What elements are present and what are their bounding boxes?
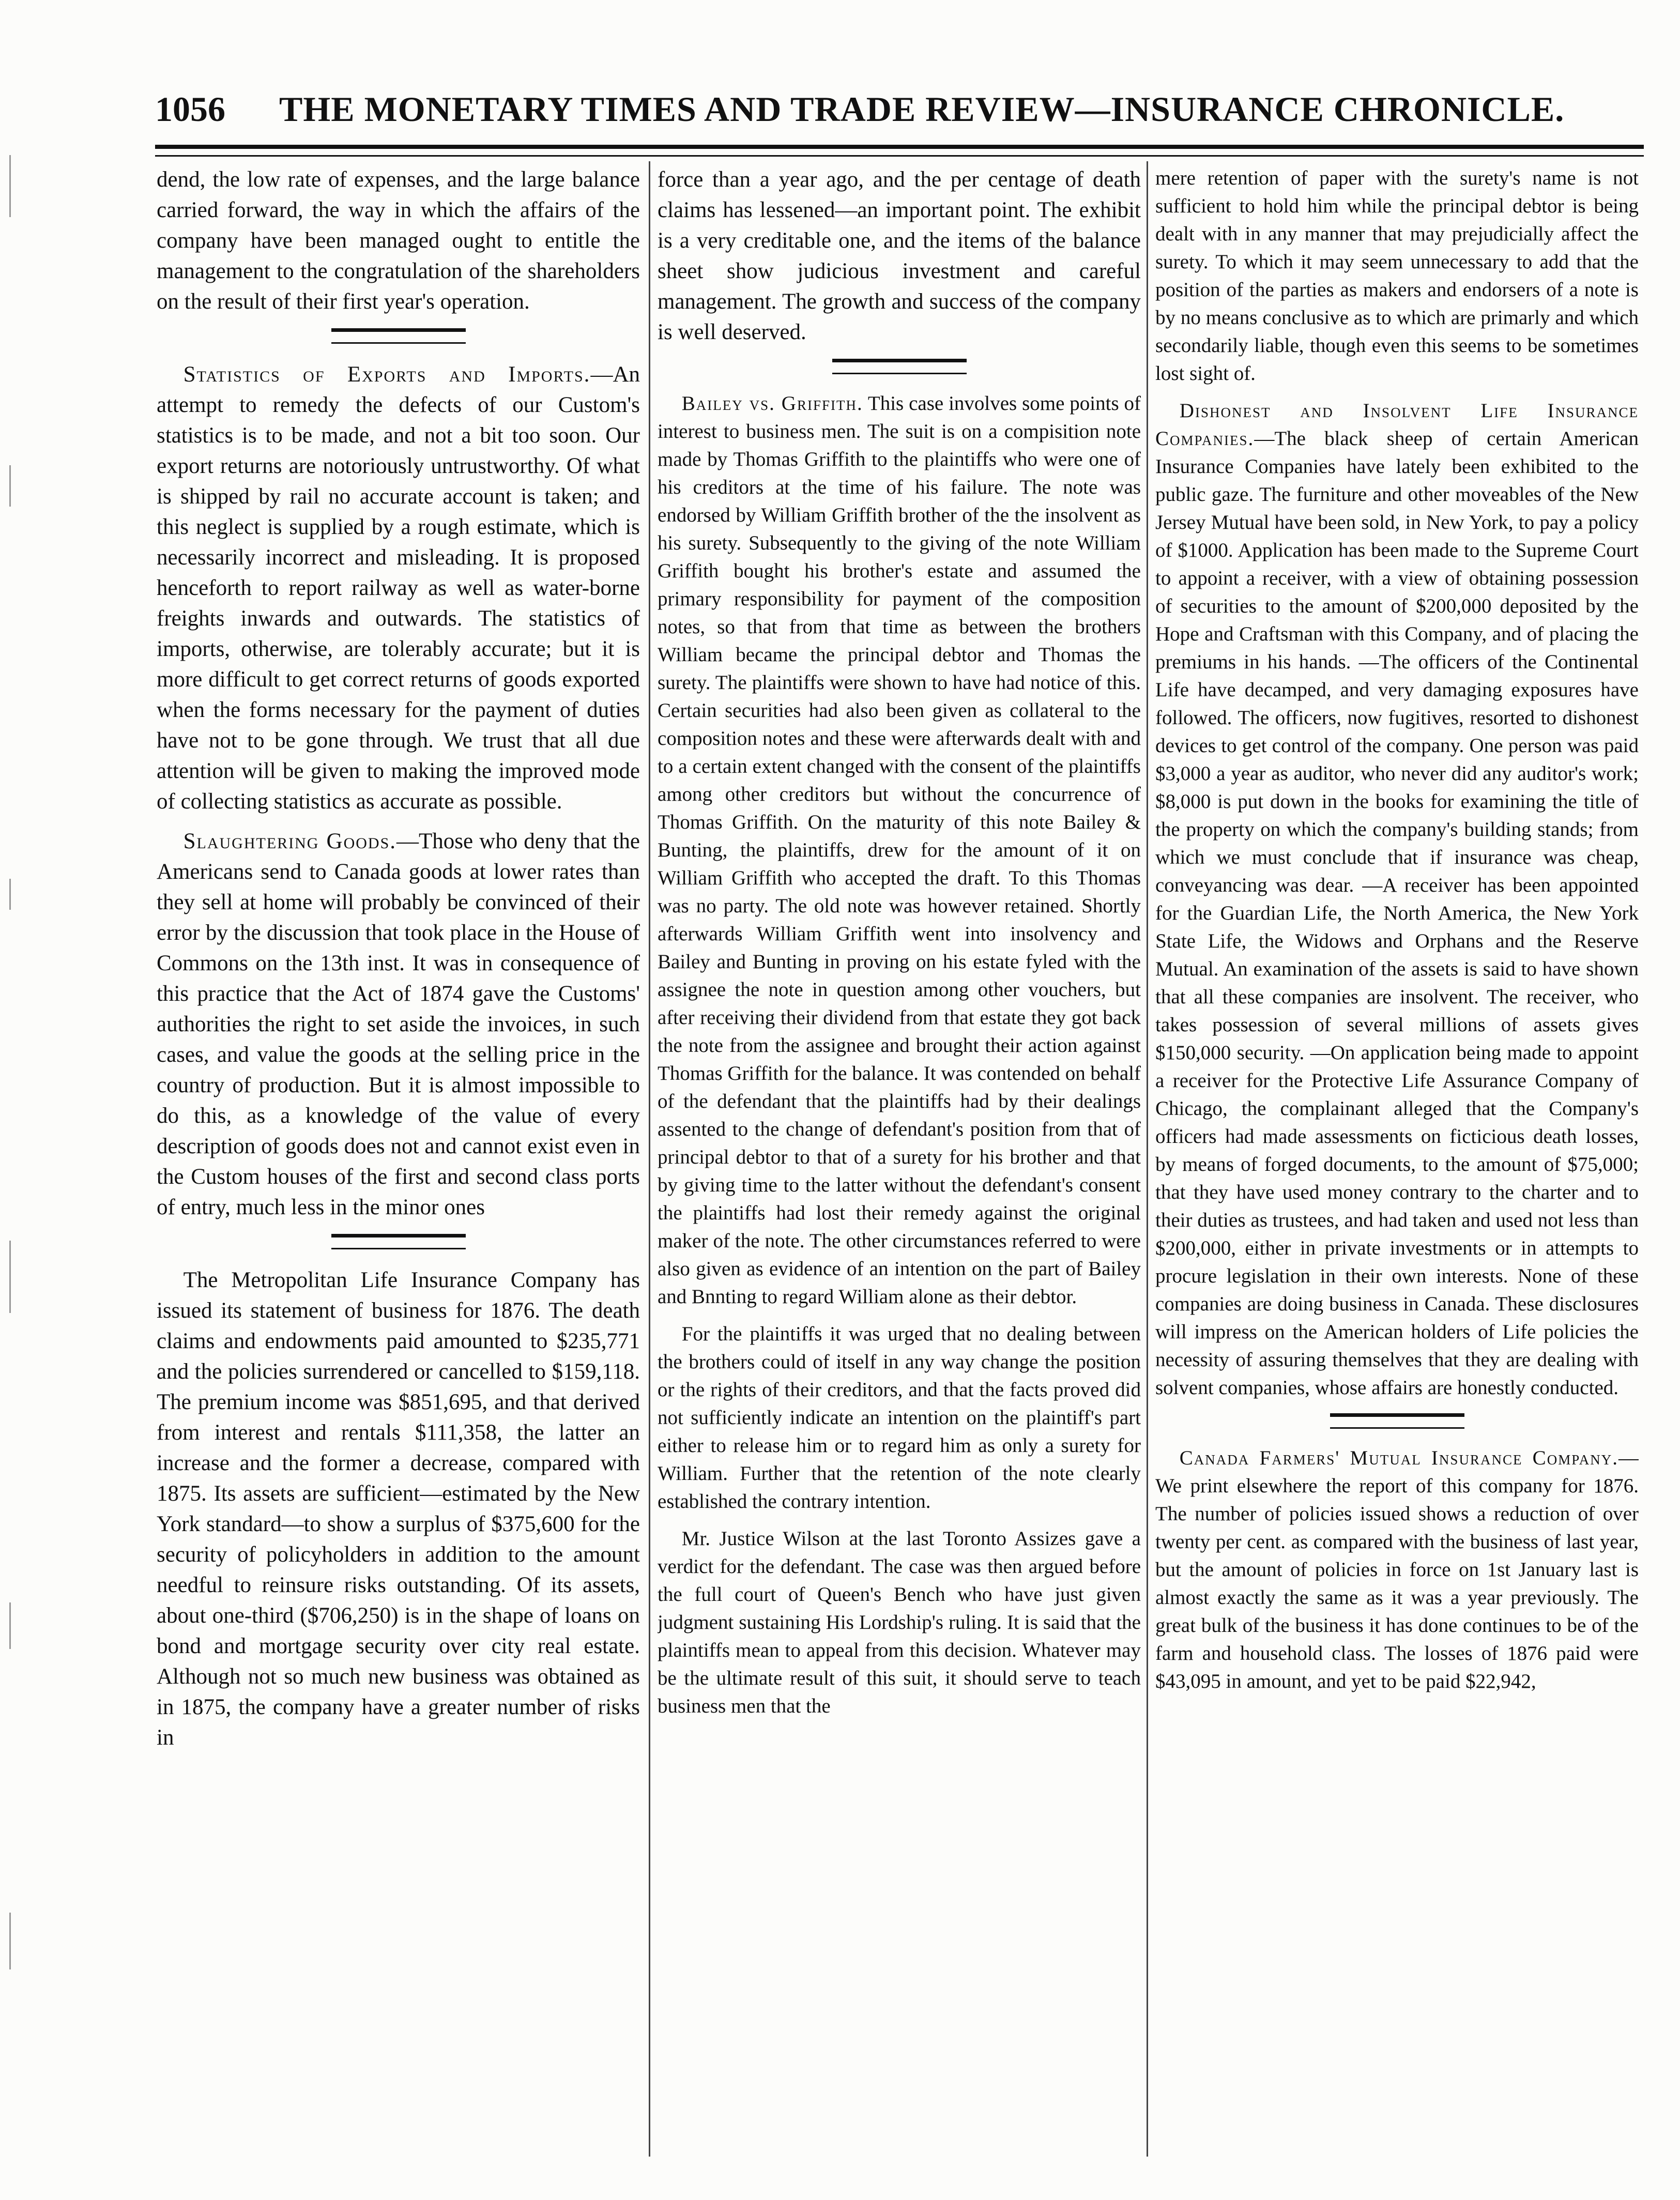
article-paragraph: Mr. Justice Wilson at the last Toronto Assizes gave a verdict for the defendant. The case was then argued before the full court of Queen's Bench who have just given judgment sustaining His Lordship's ruling. It is said that the plaintiffs mean to appeal from this decision. Whatever may be the ultimate result of this suit, it should serve to teach business men that the (658, 1527, 1141, 1717)
section-separator (832, 359, 967, 374)
section-separator (331, 328, 466, 344)
column-divider-1 (649, 161, 650, 2157)
article-heading: Slaughtering Goods. (183, 829, 397, 853)
section-separator (1330, 1413, 1464, 1429)
header-rule-thick (155, 145, 1644, 149)
column-right (1155, 164, 1639, 2160)
column-middle (658, 164, 1141, 2160)
article-body: —An attempt to remedy the defects of our Custom's statistics is to be made, and not a bit too soon. Our export returns are notoriously untrustworthy. Of what is shipped by rail no accurate account is taken; and this neglect is supplied by a rough estimate, which is necessarily incorrect and misleading. It is proposed henceforth to report railway as well as water-borne freights inwards and outwards. The statistics of imports, otherwise, are tolerably accurate; but it is more difficult to get correct returns of goods exported when the forms necessary for the payment of duties have not to be gone through. We trust that all due attention will be given to making the improved mode of collecting statistics as accurate as possible. (157, 362, 640, 814)
article-body: —The black sheep of certain American Insurance Companies have lately been exhibited to the public gaze. The furniture and other moveables of the New Jersey Mutual have been sold, in New York, to pay a policy of $1000. Application has been made to the Supreme Court to appoint a receiver, with a view of obtaining possession of securities to the amount of $200,000 deposited by the Hope and Craftsman with this Company, and of placing the premiums in his hands. —The officers of the Continental Life have decamped, and very damaging exposures have followed. The officers, now fugitives, resorted to dishonest devices to get control of the company. One person was paid $3,000 a year as auditor, who never did any auditor's work; $8,000 is put down in the books for examining the title of the property on which the company's building stands; from which we must conclude that if insurance was cheap, conveyancing was dear. —A receiver has been appointed for the Guardian Life, the North America, the New York State Life, the Widows and Orphans and the Reserve Mutual. An examination of the assets is said to have shown that all these companies are insolvent. The receiver, who takes possession of several millions of assets gives $150,000 security. —On application being made to appoint a receiver for the Protective Life Assurance Company of Chicago, the complainant alleged that the Company's officers had made assessments on ficticious death losses, by means of forged documents, to the amount of $75,000; that they have used money contrary to the charter and to their duties as trustees, and had taken and used not less than $200,000, either in private investments or in attempts to procure legislation in their own interests. None of these companies are doing business in Canada. These disclosures will impress on the American holders of Life policies the necessity of assuring themselves that they are dealing with solvent companies, whose affairs are honestly conducted. (1155, 427, 1639, 1399)
article-paragraph: dend, the low rate of expenses, and the large balance carried forward, the way in which the affairs of the company have been managed ought to entitle the management to the congratulation of the shareholders on the result of their first year's operation. (157, 167, 640, 314)
article-paragraph: The Metropolitan Life Insurance Company has issued its statement of business for 1876. The death claims and endowments paid amounted to $235,771 and the policies surrendered or cancelled to $159,118. The premium income was $851,695, and that derived from interest and rentals $111,358, the latter an increase and the former a decrease, compared with 1875. Its assets are sufficient—estimated by the New York standard—to show a surplus of $375,600 for the security of policyholders in addition to the amount needful to reinsure risks outstanding. Of its assets, about one-third ($706,250) is in the shape of loans on bond and mortgage security over city real estate. Although not so much new business was obtained as in 1875, the company have a greater number of risks in (157, 1268, 640, 1750)
article-body: This case involves some points of interest to business men. The suit is on a compisition note made by Thomas Griffith to the plaintiffs who were one of his creditors at the time of his failure. The note was endorsed by William Griffith brother of the the insolvent as his surety. Subsequently to the giving of the note William Griffith bought his brother's estate and assumed the primary responsibility for payment of the composition notes, so that from that time as between the brothers William became the principal debtor and Thomas the surety. The plaintiffs were shown to have had notice of this. Certain securities had also been given as collateral to the composition notes and these were afterwards dealt with and to a certain extent changed with the consent of the plaintiffs among other creditors but without the concurrence of Thomas Griffith. On the maturity of this note Bailey & Bunting, the plaintiffs, drew for the amount of it on William Griffith who accepted the draft. To this Thomas was no party. The old note was however retained. Shortly afterwards William Griffith went into insolvency and Bailey and Bunting in proving on his estate fyled with the assignee the note in question among other vouchers, but after receiving their dividend from that estate they got back the note from the assignee and brought their action against Thomas Griffith for the balance. It was contended on behalf of the defendant that the plaintiffs had by their dealings assented to the change of defendant's position from that of principal debtor to that of a surety for his brother and that by giving time to the latter without the defendant's consent the plaintiffs had lost their remedy against the original maker of the note. The other circumstances referred to were also given as evidence of an intention on the part of Bailey and Bnnting to regard William alone as their debtor. (658, 392, 1141, 1308)
article-heading: Dishonest and Insolvent Life Insurance Companies. (1155, 400, 1639, 450)
article-paragraph (658, 390, 1141, 1311)
article-paragraph (1155, 397, 1639, 1402)
article-paragraph: mere retention of paper with the surety's name is not sufficient to hold him while the principal debtor is being dealt with in any manner that may prejudicially affect the surety. To which it may seem unnecessary to add that the position of the parties as makers and endorsers of a note is by no means conclusive as to which are primarly and which secondarily liable, though even this seems to be sometimes lost sight of. (1155, 167, 1639, 385)
article-paragraph (157, 826, 640, 1223)
column-left (157, 164, 640, 2160)
article-heading: Bailey vs. Griffith. (681, 392, 863, 415)
column-divider-2 (1147, 161, 1148, 2157)
page-header (155, 89, 1644, 146)
article-heading: Canada Farmers' Mutual Insurance Company. (1179, 1447, 1618, 1469)
article-paragraph (1155, 1444, 1639, 1695)
header-rule-thin (155, 155, 1644, 157)
article-paragraph: For the plaintiffs it was urged that no dealing between the brothers could of itself in any way change the position or the rights of their creditors, and that the facts proved did not sufficiently indicate an intention on the plaintiff's part either to release him or to regard him as only a surety for William. Further that the retention of the note clearly established the contrary intention. (658, 1323, 1141, 1512)
article-paragraph (157, 359, 640, 817)
article-body: —Those who deny that the Americans send to Canada goods at lower rates than they sell at home will probably be convinced of their error by the discussion that took place in the House of Commons on the 13th inst. It was in consequence of this practice that the Act of 1874 gave the Customs' authorities the right to set aside the invoices, in such cases, and value the goods at the selling price in the country of production. But it is almost impossible to do this, as a knowledge of the value of every description of goods does not and cannot exist even in the Custom houses of the first and second class ports of entry, much less in the minor ones (157, 829, 640, 1219)
article-heading: Statistics of Exports and Imports. (183, 362, 591, 387)
section-separator (331, 1234, 466, 1249)
page-number: 1056 (155, 89, 225, 129)
article-body: —We print elsewhere the report of this company for 1876. The number of policies issued shows a reduction of over twenty per cent. as compared with the business of last year, but the amount of policies in force on 1st January last is almost exactly the same as it was a year previously. The great bulk of the business it has done continues to be of the farm and household class. The losses of 1876 paid were $43,095 in amount, and yet to be paid $22,942, (1155, 1447, 1639, 1692)
running-title: THE MONETARY TIMES AND TRADE REVIEW—INSURANCE CHRONICLE. (279, 89, 1565, 129)
article-paragraph: force than a year ago, and the per centage of death claims has lessened—an important point. The exhibit is a very creditable one, and the items of the balance sheet show judicious investment and careful management. The growth and success of the company is well deserved. (658, 167, 1141, 344)
left-margin-marks (0, 0, 41, 2200)
